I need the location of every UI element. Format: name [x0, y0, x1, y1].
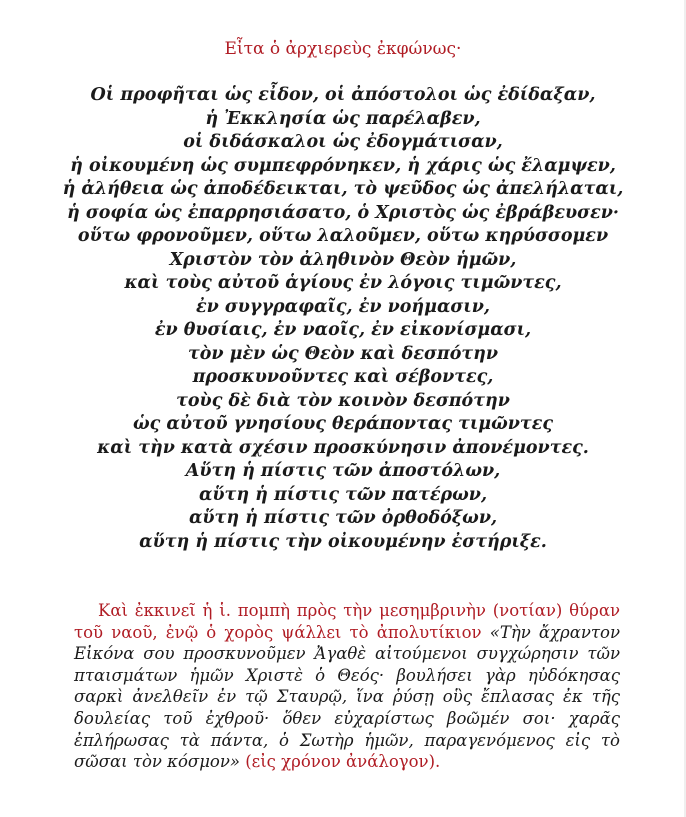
- apolytikion-text: «Τὴν ἄχραντον Εἰκόνα σου προσκυνοῦμεν Ἀγαθὲ αἰτούμενοι συγχώρησιν τῶν πταισμάτων ἡμῶν Χριστὲ ὁ Θεός· βουλήσει γὰρ ηὐδόκησας σαρκὶ ἀνελθεῖν ἐν τῷ Σταυρῷ, ἵνα ῥύσῃ οὓς ἔπλασας ἐκ τῆς δουλείας τοῦ ἐχθροῦ· ὅθεν εὐχαρίστως βοῶμέν σοι· χαρᾶς ἐπλήρωσας τὰ πάντα, ὁ Σωτὴρ ἡμῶν, παραγενόμενος εἰς τὸ σῶσαι τὸν κόσμον»: [74, 622, 621, 772]
- hymn-line: καὶ τοὺς αὐτοῦ ἁγίους ἐν λόγοις τιμῶντες,: [124, 273, 562, 293]
- rubric-intro: Καὶ ἐκκινεῖ ἡ ἱ. πομπὴ πρὸς τὴν μεσημβρινὴν (νοτίαν) θύραν τοῦ ναοῦ, ἐνῷ ὁ χορὸς ψάλλει τὸ ἀπολυτίκιον: [74, 601, 620, 642]
- hymn-line: Αὕτη ἡ πίστις τῶν ἀποστόλων,: [185, 461, 501, 481]
- hymn-line: αὕτη ἡ πίστις τῶν πατέρων,: [198, 484, 488, 505]
- hymn-line: τὸν μὲν ὡς Θεὸν καὶ δεσπότην: [187, 343, 499, 364]
- hymn-line: αὕτη ἡ πίστις τὴν οἰκουμένην ἐστήριξε.: [139, 531, 547, 552]
- hymn-line: Οἱ προφῆται ὡς εἶδον, οἱ ἀπόστολοι ὡς ἐδίδαξαν,: [90, 85, 596, 105]
- hymn-text-block: [0, 84, 686, 554]
- hymn-line: ἡ ἀλήθεια ὡς ἀποδέδεικται, τὸ ψεῦδος ὡς ἀπελήλαται,: [62, 179, 624, 199]
- hymn-line: αὕτη ἡ πίστις τῶν ὀρθοδόξων,: [188, 508, 498, 528]
- hymn-line: ἡ οἰκουμένη ὡς συμπεφρόνηκεν, ἡ χάρις ὡς ἔλαμψεν,: [70, 155, 616, 176]
- hymn-line: ὡς αὐτοῦ γνησίους θεράποντας τιμῶντες: [132, 414, 553, 434]
- hymn-line: ἡ Ἐκκλησία ὡς παρέλαβεν,: [205, 108, 481, 129]
- rubric-paragraph: [74, 600, 620, 773]
- hymn-line: προσκυνοῦντες καὶ σέβοντες,: [192, 367, 494, 387]
- hymn-line: τοὺς δὲ διὰ τὸν κοινὸν δεσπότην: [176, 390, 510, 411]
- hymn-line: οὕτω φρονοῦμεν, οὕτω λαλοῦμεν, οὕτω κηρύσσομεν: [77, 226, 609, 246]
- rubric-outro: (εἰς χρόνον ἀνάλογον).: [239, 752, 441, 772]
- hymn-line: ἐν συγγραφαῖς, ἐν νοήμασιν,: [195, 296, 491, 317]
- hymn-line: καὶ τὴν κατὰ σχέσιν προσκύνησιν ἀπονέμοντες.: [97, 437, 589, 458]
- hymn-line: ἡ σοφία ὡς ἐπαρρησιάσατο, ὁ Χριστὸς ὡς ἐβράβευσεν·: [67, 202, 619, 223]
- hymn-line: οἱ διδάσκαλοι ὡς ἐδογμάτισαν,: [183, 132, 503, 152]
- hymn-line: Χριστὸν τὸν ἀληθινὸν Θεὸν ἡμῶν,: [169, 249, 517, 270]
- rubric-heading: Εἶτα ὁ ἀρχιερεὺς ἐκφώνως·: [224, 39, 462, 59]
- hymn-line: ἐν θυσίαις, ἐν ναοῖς, ἐν εἰκονίσμασι,: [154, 320, 532, 340]
